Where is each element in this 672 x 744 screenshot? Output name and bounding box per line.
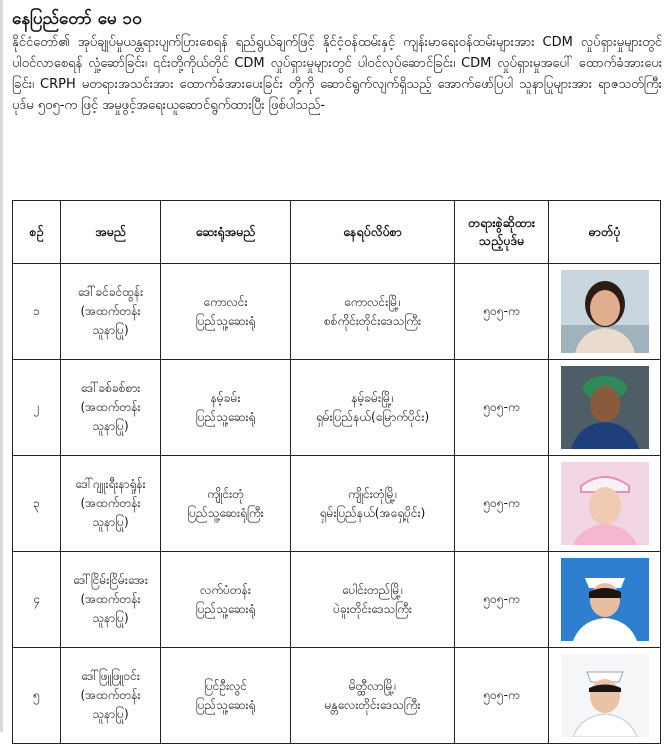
photo-cell — [549, 552, 661, 648]
header-no: စဉ် — [13, 201, 61, 264]
charge-section: ၅၀၅-က — [455, 648, 549, 744]
person-name: ဒေါ်ဂျူးရီးနာရှုံန်း (အထက်တန်း သူနာပြု) — [61, 456, 161, 552]
person-photo — [561, 558, 649, 641]
home-address: မိတ္ထီလာမြို့၊ မန္တလေးတိုင်းဒေသကြီး — [291, 648, 455, 744]
photo-cell — [549, 648, 661, 744]
hospital-name: ပြင်ဦးလွင် ပြည်သူ့ဆေးရုံ — [161, 648, 291, 744]
hospital-name: ကျိုင်းတုံ ပြည်သူ့ဆေးရုံကြီး — [161, 456, 291, 552]
photo-cell — [549, 456, 661, 552]
header-address: နေရပ်လိပ်စာ — [291, 201, 455, 264]
hospital-name: နမ့်ခမ်း ပြည်သူ့ဆေးရုံ — [161, 360, 291, 456]
row-number: ၂ — [13, 360, 61, 456]
header-section: တရားစွဲဆိုထား သည့်ပုဒ်မ — [455, 201, 549, 264]
home-address: ပေါင်းတည်မြို့၊ ပဲခူးတိုင်းဒေသကြီး — [291, 552, 455, 648]
hospital-name: ကောလင်း ပြည်သူ့ဆေးရုံ — [161, 264, 291, 360]
person-photo — [561, 462, 649, 545]
announcement-paragraph: နိုင်ငံတော်၏ အုပ်ချုပ်မှုယန္တရားပျက်ပြားစေရန် ရည်ရွယ်ချက်ဖြင့် နိုင်ငံ့ဝန်ထမ်းနှင့် ကျန်းမာရေးဝန်ထမ်းများအား CDM လှုပ်ရှားမှုများတွင် ပါဝင်လာစေရန် လှုံ့ဆော်ခြင်း၊ ၎င်းတို့ကိုယ်တိုင် CDM လှုပ်ရှားမှုများတွင် ပါဝင်လုပ်ဆောင်ခြင်း၊ CDM လှုပ်ရှားမှုအပေါ် ထောက်ခံအားပေးခြင်း၊ CRPH မတရားအသင်းအား ထောက်ခံအားပေးခြင်း တို့ကို ဆောင်ရွက်လျက်ရှိသည့် အောက်ဖော်ပြပါ သူနာပြုများအား ရာဇသတ်ကြီးပုဒ်မ ၅၀၅-က ဖြင့် အမှုဖွင့်အရေးယူဆောင်ရွက်ထားပြီး ဖြစ်ပါသည်- — [12, 35, 662, 113]
page-edge-shadow — [0, 0, 3, 732]
table-row — [13, 552, 661, 648]
header-photo: ဓာတ်ပုံ — [549, 201, 661, 264]
charge-section: ၅၀၅-က — [455, 456, 549, 552]
person-photo — [561, 270, 649, 353]
photo-cell — [549, 360, 661, 456]
header-name: အမည် — [61, 201, 161, 264]
charge-section: ၅၀၅-က — [455, 360, 549, 456]
header-hospital: ဆေးရုံအမည် — [161, 201, 291, 264]
person-photo — [561, 366, 649, 449]
charge-section: ၅၀၅-က — [455, 264, 549, 360]
table-row — [13, 648, 661, 744]
person-name: ဒေါ်ဖြူဖြူဝင်း (အထက်တန်း သူနာပြု) — [61, 648, 161, 744]
row-number: ၅ — [13, 648, 61, 744]
home-address: ကောလင်းမြို့၊ စစ်ကိုင်းတိုင်းဒေသကြီး — [291, 264, 455, 360]
photo-cell — [549, 264, 661, 360]
home-address: ကျိုင်းတုံမြို့၊ ရှမ်းပြည်နယ်(အရှေ့ပိုင်း) — [291, 456, 455, 552]
hospital-name: လက်ပံတန်း ပြည်သူ့ဆေးရုံ — [161, 552, 291, 648]
dateline-heading: နေပြည်တော် မေ ၁၀ — [12, 9, 142, 29]
table-header-row — [13, 201, 661, 264]
person-name: ဒေါ်ငြိမ်းငြိမ်းအေး (အထက်တန်း သူနာပြု) — [61, 552, 161, 648]
charge-section: ၅၀၅-က — [455, 552, 549, 648]
home-address: နမ့်ခမ်းမြို့၊ ရှမ်းပြည်နယ်(မြောက်ပိုင်း) — [291, 360, 455, 456]
person-name: ဒေါ်ခစ်ခစ်စား (အထက်တန်း သူနာပြု) — [61, 360, 161, 456]
person-photo — [561, 654, 649, 737]
table-row — [13, 456, 661, 552]
person-name: ဒေါ်ခင်ခင်ထွန်း (အထက်တန်း သူနာပြု) — [61, 264, 161, 360]
row-number: ၃ — [13, 456, 61, 552]
row-number: ၁ — [13, 264, 61, 360]
row-number: ၄ — [13, 552, 61, 648]
table-row — [13, 264, 661, 360]
accused-nurses-table — [12, 200, 661, 744]
table-row — [13, 360, 661, 456]
